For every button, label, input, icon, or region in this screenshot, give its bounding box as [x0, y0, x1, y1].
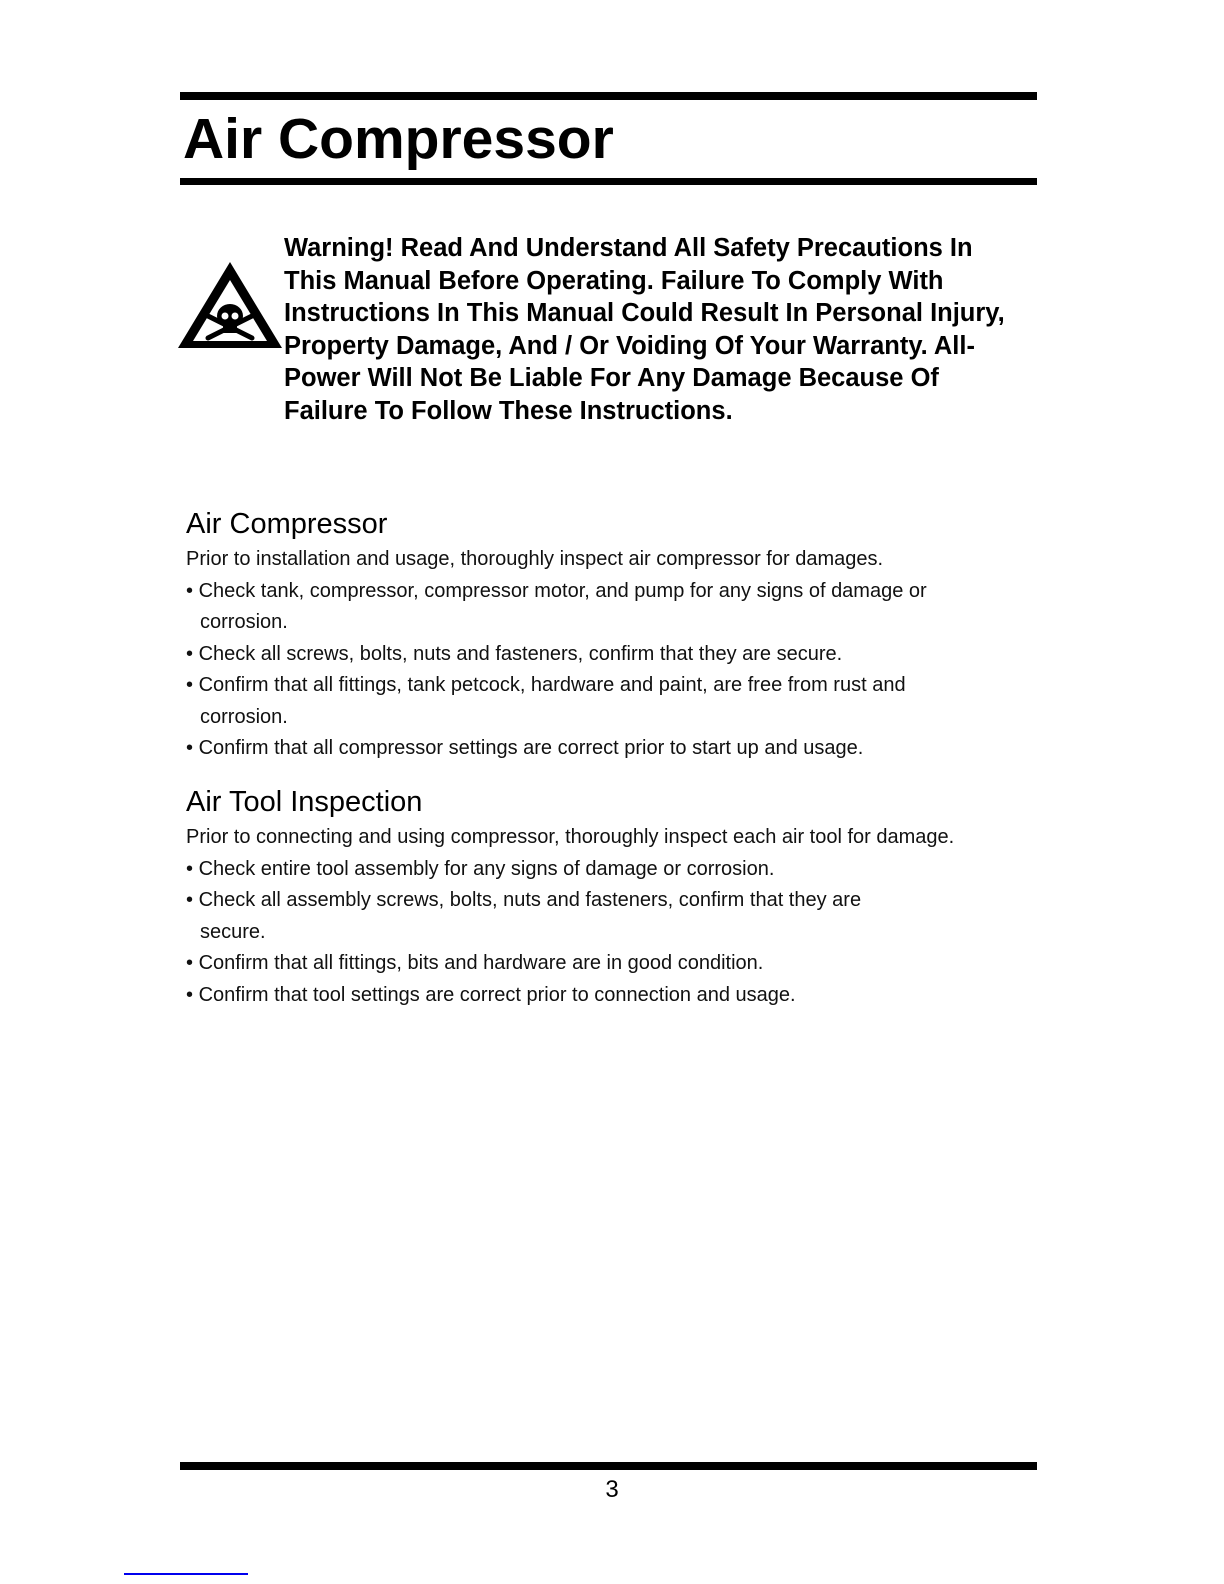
list-item: • Confirm that all compressor settings are correct prior to start up and usage.	[186, 733, 1016, 765]
list-item: • Confirm that all fittings, bits and hardware are in good condition.	[186, 948, 1016, 980]
top-rule	[180, 92, 1037, 100]
page-title: Air Compressor	[183, 107, 614, 171]
checklist	[186, 576, 1016, 765]
list-item: • Confirm that all fittings, tank petcock, hardware and paint, are free from rust and corrosion.	[186, 670, 970, 733]
checklist	[186, 854, 1016, 1012]
list-item: • Check all assembly screws, bolts, nuts and fasteners, confirm that they are secure.	[186, 885, 925, 948]
link-underline	[124, 1573, 248, 1575]
list-item: • Check all screws, bolts, nuts and fasteners, confirm that they are secure.	[186, 639, 1016, 671]
footer-rule	[180, 1462, 1037, 1470]
list-item: • Confirm that tool settings are correct prior to connection and usage.	[186, 980, 1016, 1012]
section-heading: Air Tool Inspection	[186, 786, 423, 818]
skull-warning-icon	[174, 258, 286, 353]
page-number: 3	[605, 1476, 619, 1503]
list-item: • Check tank, compressor, compressor motor, and pump for any signs of damage or corrosion.	[186, 576, 1000, 639]
title-rule	[180, 178, 1037, 185]
section-air-tool-inspection	[186, 784, 1016, 1011]
section-air-compressor	[186, 506, 1016, 765]
section-intro: Prior to installation and usage, thoroughly inspect air compressor for damages.	[186, 548, 884, 570]
section-intro: Prior to connecting and using compressor, thoroughly inspect each air tool for damage.	[186, 826, 955, 848]
section-heading: Air Compressor	[186, 508, 388, 540]
list-item: • Check entire tool assembly for any signs of damage or corrosion.	[186, 854, 1016, 886]
safety-warning: Warning! Read And Understand All Safety Precautions In This Manual Before Operating. Failure To Comply With Instructions In This Manual Could Result In Personal Injury, Property Damage, And / Or Voiding Of Your Warranty. All-Power Will Not Be Liable For Any Damage Because Of Failure To Follow These Instructions.	[284, 234, 1005, 425]
